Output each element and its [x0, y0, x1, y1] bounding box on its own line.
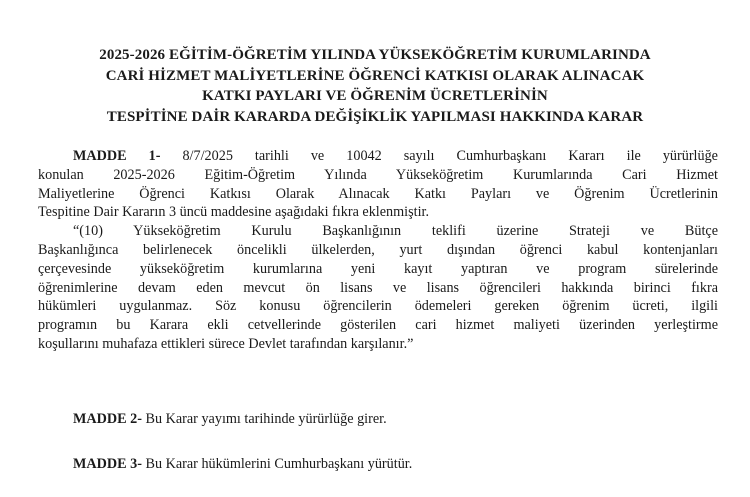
article-1-line-1: [38, 147, 718, 166]
quote-line-1: “(10) Yükseköğretim Kurulu Başkanlığının teklifi üzerine Strateji ve Bütçe: [73, 223, 718, 240]
quote-line-2: Başkanlığınca belirlenecek öncelikli ülkelerden, yurt dışından öğrenci kabul kontenjanları: [38, 241, 718, 258]
quote-line-6: programın bu Karara ekli cetvellerinde gösterilen cari hizmet maliyeti üzerinden yerleştirme: [38, 317, 718, 334]
quote-line-5: hükümleri uygulanmaz. Söz konusu öğrencilerin ödemeleri gereken öğrenim ücreti, ilgili: [38, 298, 718, 315]
article-1-text-1: 8/7/2025 tarihli ve 10042 sayılı Cumhurbaşkanı Kararı ile yürürlüğe: [160, 148, 718, 164]
article-3-text: Bu Karar hükümlerini Cumhurbaşkanı yürütür.: [141, 456, 413, 472]
article-1: [38, 147, 718, 222]
decree-body: [38, 147, 718, 354]
article-3: [73, 456, 412, 473]
title-line-2: CARİ HİZMET MALİYETLERİNE ÖĞRENCİ KATKISI OLARAK ALINACAK: [105, 67, 645, 84]
decree-title: [0, 45, 750, 127]
article-1-label: MADDE 1-: [73, 148, 161, 164]
title-line-4: TESPİTİNE DAİR KARARDA DEĞİŞİKLİK YAPILMASI HAKKINDA KARAR: [106, 108, 644, 125]
quote-line-3: çerçevesinde yükseköğretim kurumlarına yeni kayıt yaptıran ve program sürelerinde: [38, 260, 718, 277]
article-2-text: Bu Karar yayımı tarihinde yürürlüğe girer.: [141, 411, 387, 427]
quote-line-4: öğrenimlerine devam eden mevcut ön lisans ve lisans öğrencileri hakkında birinci fıkra: [38, 279, 718, 296]
title-line-1: 2025-2026 EĞİTİM-ÖĞRETİM YILINDA YÜKSEKÖĞRETİM KURUMLARINDA: [99, 47, 651, 63]
article-1-line-2: konulan 2025-2026 Eğitim-Öğretim Yılında Yükseköğretim Kurumlarında Cari Hizmet: [38, 166, 718, 183]
article-1-line-3: Maliyetlerine Öğrenci Katkısı Olarak Alınacak Katkı Payları ve Öğrenim Ücretlerinin: [38, 185, 718, 202]
title-line-3: KATKI PAYLARI VE ÖĞRENİM ÜCRETLERİNİN: [202, 88, 548, 104]
article-2: [73, 411, 387, 428]
added-paragraph: [38, 222, 718, 354]
article-2-label: MADDE 2-: [73, 411, 142, 427]
article-3-label: MADDE 3-: [73, 456, 142, 472]
article-1-line-4: Tespitine Dair Kararın 3 üncü maddesine aşağıdaki fıkra eklenmiştir.: [38, 204, 430, 221]
quote-line-7: koşullarını muhafaza ettikleri sürece Devlet tarafından karşılanır.”: [38, 335, 414, 352]
